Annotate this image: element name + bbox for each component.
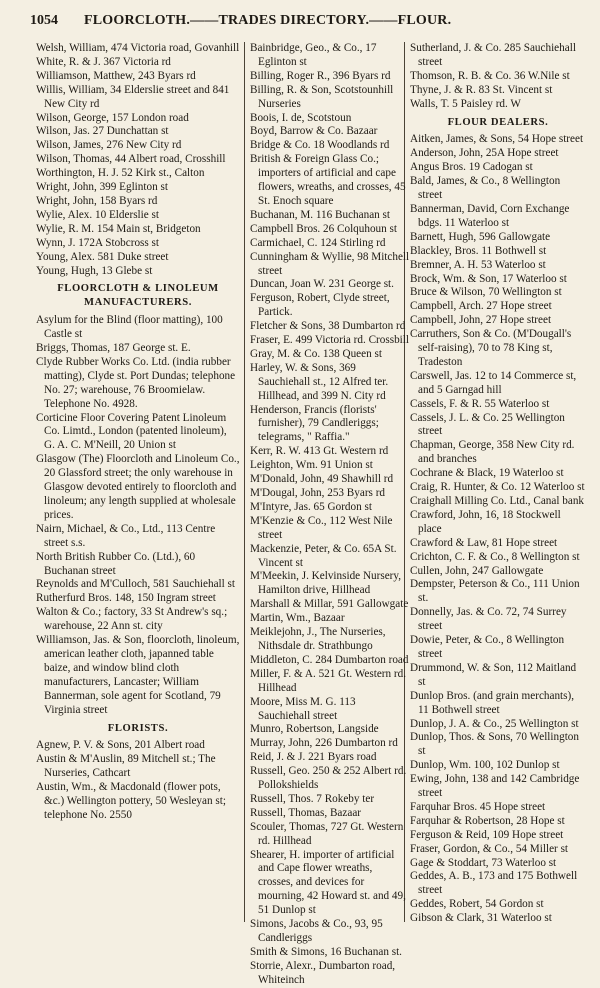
page-header [30, 10, 582, 32]
directory-entry: Carruthers, Son & Co. (M'Dougall's self-raising), 70 to 78 King st, Tradeston [410, 328, 572, 368]
directory-entry: Wilson, George, 157 London road [36, 111, 189, 124]
directory-entry: Bremner, A. H. 53 Waterloo st [410, 258, 546, 271]
directory-entry: Bannerman, David, Corn Exchange bdgs. 11 Waterloo st [410, 202, 570, 229]
directory-entry: Cullen, John, 247 Gallowgate [410, 564, 544, 577]
directory-entry: Sutherland, J. & Co. 285 Sauchiehall street [410, 42, 576, 68]
directory-entry: Farquhar & Robertson, 28 Hope st [410, 814, 565, 827]
directory-entry: Cassels, F. & R. 55 Waterloo st [410, 397, 550, 410]
directory-entry: Dunlop, J. A. & Co., 25 Wellington st [410, 717, 579, 730]
directory-entry: M'Donald, John, 49 Shawhill rd [250, 473, 394, 486]
directory-entry: Austin, Wm., & Macdonald (flower pots, &c.) Wellington pottery, 50 Wesleyan st; telephone No. 2550 [36, 781, 226, 821]
directory-entry: Ferguson & Reid, 109 Hope street [410, 828, 564, 841]
directory-entry: Campbell, John, 27 Hope street [410, 314, 552, 327]
directory-entry: Blackley, Bros. 11 Bothwell st [410, 244, 547, 257]
directory-entry: Russell, Thomas, Bazaar [250, 806, 362, 819]
directory-entry: Fraser, E. 499 Victoria rd. Crossbill [250, 334, 410, 347]
directory-entry: Leighton, Wm. 91 Union st [250, 459, 373, 472]
directory-entry: Henderson, Francis (florists' furnisher), 79 Candleriggs; telegrams, " Raffia." [250, 403, 379, 444]
directory-entry: Reid, J. & J. 221 Byars road [250, 751, 377, 764]
column-right [410, 42, 586, 932]
directory-entry: Ferguson, Robert, Clyde street, Partick. [250, 292, 390, 319]
directory-entry: Billing, R. & Son, Scotstounhill Nurseries [250, 83, 394, 110]
directory-entry: Wynn, J. 172A Stobcross st [36, 236, 160, 249]
directory-entry: Bainbridge, Geo., & Co., 17 Eglinton st [250, 42, 377, 68]
directory-entry: Duncan, Joan W. 231 George st. [250, 278, 394, 291]
column-middle [250, 42, 410, 986]
directory-entry: Cunningham & Wyllie, 98 Mitchell street [250, 250, 410, 277]
directory-entry: Asylum for the Blind (floor matting), 100 Castle st [36, 314, 223, 341]
directory-entry: Martin, Wm., Bazaar [250, 612, 345, 625]
directory-entry: Wylie, R. M. 154 Main st, Bridgeton [36, 222, 201, 235]
directory-entry: Fraser, Gordon, & Co., 54 Miller st [410, 842, 569, 855]
directory-entry: Williamson, Jas. & Son, floorcloth, linoleum, american leather cloth, japanned table baize, and window blind cloth manufacturers, Lancaster; William Bannerman, sole agent for Scotland, 79 Virginia street [36, 634, 240, 716]
section-heading: FLORISTS. [107, 722, 169, 734]
directory-entry: Crawford, John, 16, 18 Stockwell place [410, 508, 561, 535]
directory-entry: Kerr, R. W. 413 Gt. Western rd [250, 445, 389, 458]
directory-entry: Farquhar Bros. 45 Hope street [410, 800, 546, 813]
directory-entry: Mackenzie, Peter, & Co. 65A St. Vincent st [250, 542, 397, 569]
directory-entry: M'Meekin, J. Kelvinside Nursery, Hamilton drive, Hillhead [250, 570, 402, 597]
directory-entry: Boois, I. de, Scotstoun [250, 111, 352, 124]
directory-entry: Cassels, J. L. & Co. 25 Wellington street [410, 411, 565, 438]
directory-entry: Carswell, Jas. 12 to 14 Commerce st, and 5 Garngad hill [410, 369, 577, 396]
directory-entry: Nairn, Michael, & Co., Ltd., 113 Centre street s.s. [36, 522, 216, 549]
directory-entry: Dunlop, Thos. & Sons, 70 Wellington st [410, 731, 579, 758]
directory-entry: Glasgow (The) Floorcloth and Linoleum Co., 20 Glassford street; the only warehouse in Glasgow devoted entirely to floorcloth and linoleum; any length supplied at wholesale prices. [36, 453, 240, 521]
directory-entry: Chapman, George, 358 New City rd. and branches [410, 439, 575, 466]
directory-entry: Gage & Stoddart, 73 Waterloo st [410, 856, 557, 869]
directory-entry: Miller, F. & A. 521 Gt. Western rd. Hillhead [250, 667, 407, 694]
directory-entry: Reynolds and M'Culloch, 581 Sauchiehall st [36, 578, 236, 591]
directory-entry: Rutherfurd Bros. 148, 150 Ingram street [36, 592, 216, 605]
directory-entry: Murray, John, 226 Dumbarton rd [250, 737, 398, 750]
directory-entry: Williamson, Matthew, 243 Byars rd [36, 69, 196, 82]
directory-entry: Shearer, H. importer of artificial and Cape flower wreaths, crosses, and devices for mourning, 42 Howard st. and 49, 51 Dunlop st [250, 848, 406, 917]
running-title: FLOORCLOTH.——TRADES DIRECTORY.——FLOUR. [84, 13, 452, 28]
directory-entry: Dunlop Bros. (and grain merchants), 11 Bothwell street [410, 689, 575, 716]
directory-entry: Ewing, John, 138 and 142 Cambridge street [410, 773, 580, 800]
directory-entry: Dowie, Peter, & Co., 8 Wellington street [410, 634, 565, 660]
directory-entry: Wilson, Thomas, 44 Albert road, Crosshill [36, 153, 226, 166]
directory-entry: Barnett, Hugh, 596 Gallowgate [410, 230, 551, 243]
directory-entry: Crawford & Law, 81 Hope street [410, 536, 558, 549]
page-number: 1054 [30, 13, 58, 28]
directory-entry: Billing, Roger R., 396 Byars rd [250, 69, 391, 82]
directory-entry: Thyne, J. & R. 83 St. Vincent st [410, 83, 553, 96]
directory-entry: Willis, William, 34 Elderslie street and 841 New City rd [36, 83, 230, 110]
section-heading: FLOUR DEALERS. [447, 116, 549, 128]
directory-entry: Geddes, Robert, 54 Gordon st [410, 898, 544, 911]
directory-entry: Wylie, Alex. 10 Elderslie st [36, 208, 159, 221]
directory-entry: Buchanan, M. 116 Buchanan st [250, 208, 391, 221]
directory-entry: Russell, Geo. 250 & 252 Albert rd. Pollokshields [250, 765, 407, 792]
directory-entry: Young, Alex. 581 Duke street [36, 250, 169, 263]
directory-entry: Campbell Bros. 26 Colquhoun st [250, 222, 397, 235]
directory-entry: Wilson, James, 276 New City rd [36, 139, 182, 152]
directory-entry: Smith & Simons, 16 Buchanan st. [250, 945, 402, 958]
directory-entry: Walls, T. 5 Paisley rd. W [410, 97, 521, 110]
directory-entry: Anderson, John, 25A Hope street [410, 147, 559, 160]
directory-entry: Dempster, Peterson & Co., 111 Union st. [410, 578, 580, 605]
directory-entry: Briggs, Thomas, 187 George st. E. [36, 342, 191, 355]
directory-entry: Campbell, Arch. 27 Hope street [410, 300, 552, 313]
directory-entry: Munro, Robertson, Langside [250, 723, 379, 736]
directory-entry: Harley, W. & Sons, 369 Sauchiehall st., 12 Alfred ter. Hillhead, and 399 N. City rd [250, 361, 389, 402]
directory-entry: White, R. & J. 367 Victoria rd [36, 55, 171, 68]
directory-entry: Gibson & Clark, 31 Waterloo st [410, 912, 552, 925]
directory-entry: Storrie, Alexr., Dumbarton road, Whiteinch [250, 959, 396, 986]
directory-entry: Bruce & Wilson, 70 Wellington st [410, 286, 562, 299]
directory-entry: North British Rubber Co. (Ltd.), 60 Buchanan street [36, 550, 196, 577]
directory-entry: Corticine Floor Covering Patent Linoleum Co. Limtd., London (patented linoleum), G. A. C. M'Neill, 20 Union st [36, 411, 227, 452]
column-left [36, 42, 240, 932]
directory-entry: Carmichael, C. 124 Stirling rd [250, 236, 386, 249]
section-heading: FLOORCLOTH & LINOLEUM MANUFACTURERS. [57, 283, 219, 309]
column-divider [244, 42, 245, 922]
directory-entry: Geddes, A. B., 173 and 175 Bothwell street [410, 870, 578, 897]
directory-entry: Welsh, William, 474 Victoria road, Govanhill [36, 42, 240, 54]
directory-entry: M'Kenzie & Co., 112 West Nile street [250, 514, 393, 541]
directory-entry: Boyd, Barrow & Co. Bazaar [250, 125, 378, 138]
directory-entry: Russell, Thos. 7 Rokeby ter [250, 792, 375, 805]
directory-entry: Worthington, H. J. 52 Kirk st., Calton [36, 167, 205, 180]
directory-entry: Agnew, P. V. & Sons, 201 Albert road [36, 739, 205, 752]
directory-entry: Marshall & Millar, 591 Gallowgate [250, 598, 409, 611]
directory-entry: Wright, John, 399 Eglinton st [36, 181, 168, 194]
directory-entry: Walton & Co.; factory, 33 St Andrew's sq.; warehouse, 22 Ann st. city [36, 606, 228, 633]
directory-entry: Crichton, C. F. & Co., 8 Wellington st [410, 550, 580, 563]
directory-entry: Scouler, Thomas, 727 Gt. Western rd. Hillhead [250, 820, 404, 847]
directory-entry: Austin & M'Auslin, 89 Mitchell st.; The Nurseries, Cathcart [36, 753, 216, 780]
directory-entry: Simons, Jacobs & Co., 93, 95 Candleriggs [250, 918, 383, 944]
directory-entry: Angus Bros. 19 Cadogan st [410, 161, 533, 174]
directory-entry: Bald, James, & Co., 8 Wellington street [410, 175, 561, 202]
directory-entry: Craig, R. Hunter, & Co. 12 Waterloo st [410, 481, 585, 494]
directory-entry: Moore, Miss M. G. 113 Sauchiehall street [250, 695, 356, 722]
directory-entry: Cochrane & Black, 19 Waterloo st [410, 467, 564, 480]
directory-entry: Donnelly, Jas. & Co. 72, 74 Surrey street [410, 606, 567, 633]
directory-entry: Wilson, Jas. 27 Dunchattan st [36, 125, 169, 138]
directory-entry: Craighall Milling Co. Ltd., Canal bank [410, 495, 585, 507]
directory-entry: Wright, John, 158 Byars rd [36, 194, 158, 207]
directory-entry: Clyde Rubber Works Co. Ltd. (india rubber matting), Clyde st. Port Dundas; telephone No. 27; warehouse, 76 Broomielaw. Telephone No. 4928. [36, 355, 236, 410]
directory-entry: Aitken, James, & Sons, 54 Hope street [410, 133, 584, 146]
directory-entry: British & Foreign Glass Co.; importers of artificial and cape flowers, wreaths, and crosses, 45 St. Enoch square [250, 153, 406, 207]
directory-entry: Bridge & Co. 18 Woodlands rd [250, 139, 390, 152]
directory-entry: Gray, M. & Co. 138 Queen st [250, 347, 382, 360]
directory-entry: Thomson, R. B. & Co. 36 W.Nile st [410, 69, 570, 82]
directory-entry: Brock, Wm. & Son, 17 Waterloo st [410, 272, 567, 285]
directory-entry: Drummond, W. & Son, 112 Maitland st [410, 661, 577, 688]
directory-entry: Meiklejohn, J., The Nurseries, Nithsdale dr. Strathbungo [250, 626, 386, 652]
directory-entry: M'Intyre, Jas. 65 Gordon st [250, 500, 372, 513]
directory-entry: Fletcher & Sons, 38 Dumbarton rd [250, 320, 406, 333]
directory-entry: Middleton, C. 284 Dumbarton road [250, 653, 409, 666]
directory-entry: Young, Hugh, 13 Glebe st [36, 264, 153, 277]
directory-entry: Dunlop, Wm. 100, 102 Dunlop st [410, 759, 560, 772]
directory-entry: M'Dougal, John, 253 Byars rd [250, 487, 386, 499]
